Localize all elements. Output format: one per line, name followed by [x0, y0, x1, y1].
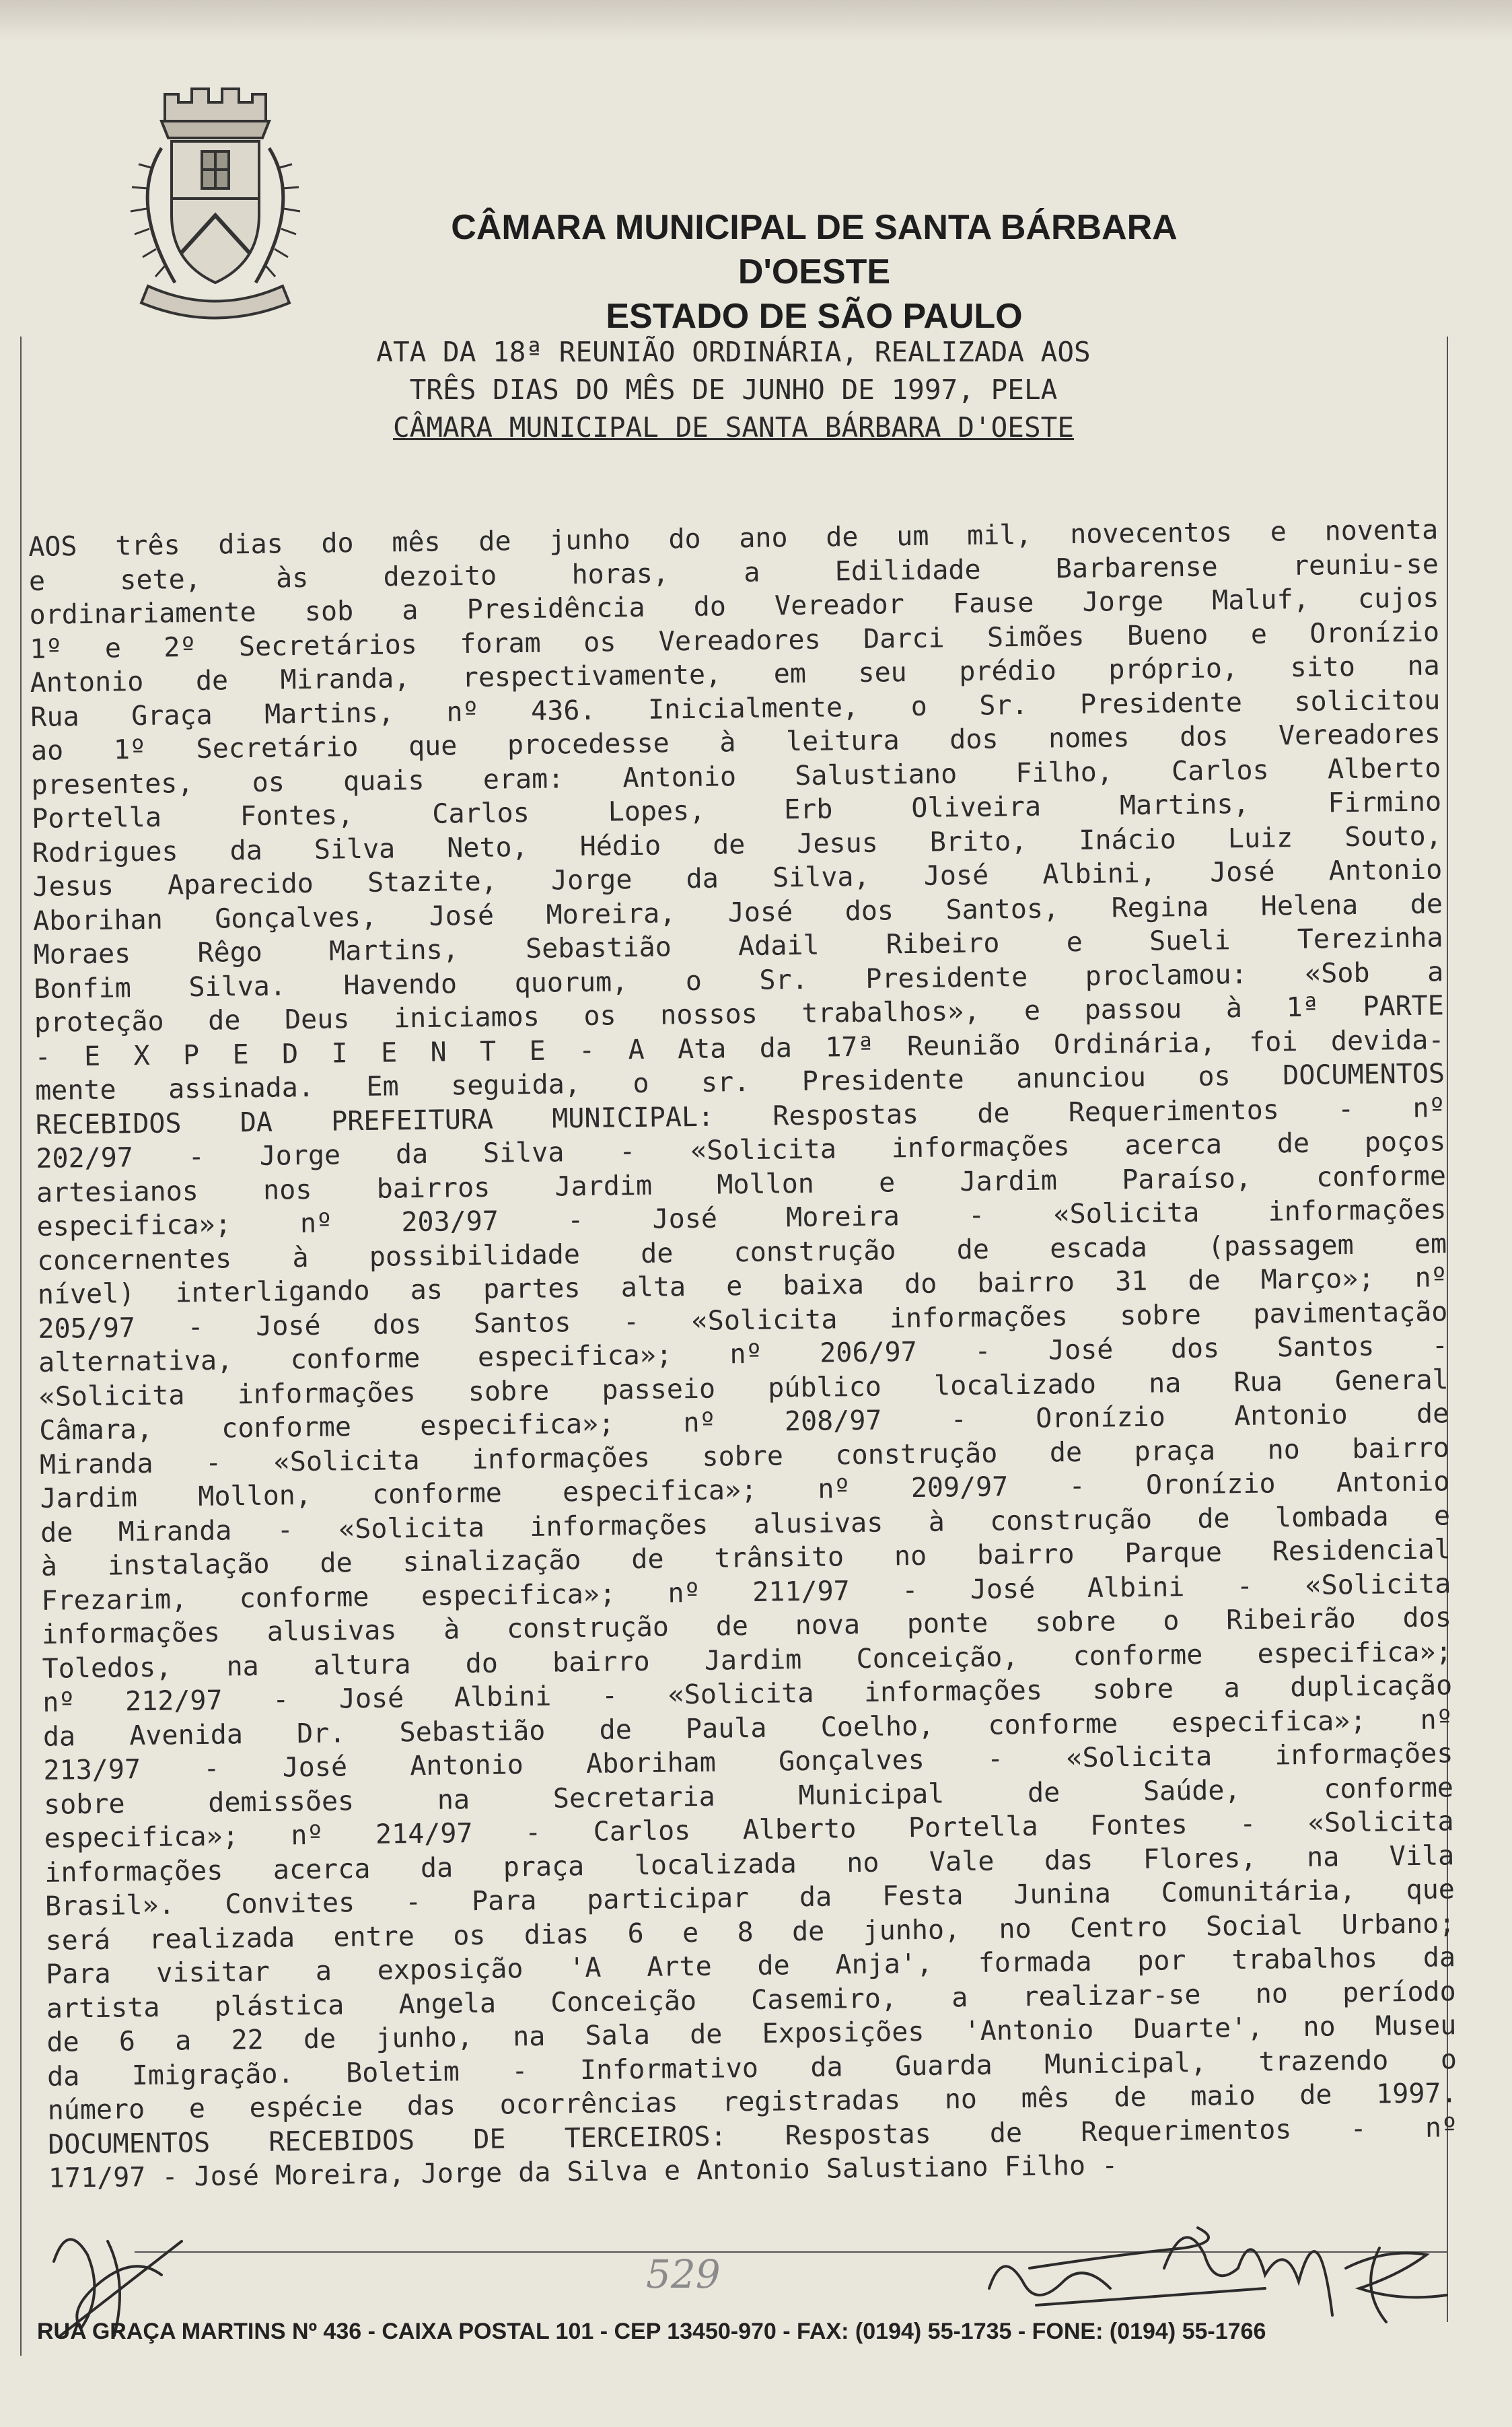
- body-line: de 6 a 22 de junho, na Sala de Exposições 'Antonio Duarte', no Museu: [46, 2010, 1457, 2058]
- body-line: artesianos nos bairros Jardim Mollon e Jardim Paraíso, conforme: [36, 1160, 1447, 1209]
- body-line: AOS três dias do mês de junho do ano de um mil, novecentos e noventa: [28, 514, 1439, 563]
- chamber-name: CÂMARA MUNICIPAL DE SANTA BÁRBARA D'OESTE: [451, 208, 1178, 291]
- body-line: da Imigração. Boletim - Informativo da Guarda Municipal, trazendo o: [46, 2043, 1457, 2092]
- body-line: e sete, às dezoito horas, a Edilidade Barbarense reuniu-se: [28, 548, 1439, 597]
- body-line: da Avenida Dr. Sebastião de Paula Coelho, conforme especifica»; nº: [42, 1703, 1453, 1753]
- scan-top-edge: [0, 0, 1512, 40]
- body-line: especifica»; nº 214/97 - Carlos Alberto Portella Fontes - «Solicita: [44, 1806, 1454, 1854]
- body-line: Bonfim Silva. Havendo quorum, o Sr. Presidente proclamou: «Sob a: [34, 956, 1444, 1005]
- body-line: 171/97 - José Moreira, Jorge da Silva e Antonio Salustiano Filho -: [48, 2150, 1118, 2194]
- body-line: será realizada entre os dias 6 e 8 de junho, no Centro Social Urbano;: [45, 1907, 1455, 1957]
- body-line: Para visitar a exposição 'A Arte de Anja', formada por trabalhos da: [45, 1942, 1456, 1990]
- signature-right-icon: [982, 2187, 1453, 2335]
- body-line: Antonio de Miranda, respectivamente, em seu prédio próprio, sito na: [30, 650, 1440, 699]
- body-line: Rodrigues da Silva Neto, Hédio de Jesus Brito, Inácio Luiz Souto,: [32, 820, 1442, 869]
- page-number: 529: [646, 2251, 721, 2297]
- body-line: número e espécie das ocorrências registradas no mês de maio de 1997.: [47, 2078, 1457, 2126]
- body-line: 1º e 2º Secretários foram os Vereadores Darci Simões Bueno e Oronízio: [29, 616, 1440, 665]
- body-line: Rua Graça Martins, nº 436. Inicialmente, o Sr. Presidente solicitou: [30, 684, 1441, 733]
- body-line: Miranda - «Solicita informações sobre construção de praça no bairro: [39, 1432, 1450, 1481]
- body-line: Jesus Aparecido Stazite, Jorge da Silva, José Albini, José Antonio: [32, 854, 1443, 903]
- body-line: nível) interligando as partes alta e baixa do bairro 31 de Março»; nº: [37, 1262, 1448, 1310]
- body-line: DOCUMENTOS RECEBIDOS DE TERCEIROS: Respostas de Requerimentos - nº: [48, 2111, 1458, 2160]
- body-line: à instalação de sinalização de trânsito no bairro Parque Residencial: [40, 1534, 1451, 1582]
- minutes-body: [28, 513, 1458, 2195]
- body-line: Moraes Rêgo Martins, Sebastião Adail Ribeiro e Sueli Terezinha: [33, 922, 1443, 971]
- title-line-2: TRÊS DIAS DO MÊS DE JUNHO DE 1997, PELA: [409, 374, 1058, 406]
- coat-of-arms-icon: [101, 81, 330, 337]
- body-line: de Miranda - «Solicita informações alusivas à construção de lombada e: [40, 1500, 1451, 1549]
- body-line: informações alusivas à construção de nova ponte sobre o Ribeirão dos: [41, 1602, 1452, 1650]
- letterhead: [377, 205, 1252, 339]
- body-line: artista plástica Angela Conceição Casemiro, a realizar-se no período: [46, 1975, 1456, 2025]
- body-line: sobre demissões na Secretaria Municipal de Saúde, conforme: [43, 1771, 1454, 1821]
- body-line: concernentes à possibilidade de construção de escada (passagem em: [36, 1228, 1447, 1277]
- body-line: mente assinada. Em seguida, o sr. Presidente anunciou os DOCUMENTOS: [34, 1058, 1445, 1106]
- body-line: proteção de Deus iniciamos os nossos trabalhos», e passou à 1ª PARTE: [34, 990, 1445, 1039]
- title-line-3: CÂMARA MUNICIPAL DE SANTA BÁRBARA D'OESTE: [392, 411, 1075, 444]
- footer-address: RUA GRAÇA MARTINS Nº 436 - CAIXA POSTAL 101 - CEP 13450-970 - FAX: (0194) 55-1735 - FONE: (0194) 55-1766: [37, 2319, 1266, 2344]
- left-margin-rule: [20, 337, 22, 2356]
- body-line: informações acerca da praça localizada no Vale das Flores, na Vila: [44, 1839, 1455, 1889]
- body-line: Aborihan Gonçalves, José Moreira, José dos Santos, Regina Helena de: [32, 888, 1443, 937]
- body-line: «Solicita informações sobre passeio público localizado na Rua General: [38, 1364, 1449, 1413]
- body-line: Frezarim, conforme especifica»; nº 211/97 - José Albini - «Solicita: [41, 1568, 1451, 1617]
- body-line: 213/97 - José Antonio Aboriham Gonçalves - «Solicita informações: [43, 1738, 1453, 1786]
- body-line: Jardim Mollon, conforme especifica»; nº 209/97 - Oronízio Antonio: [40, 1466, 1450, 1514]
- body-line: Toledos, na altura do bairro Jardim Conceição, conforme especifica»;: [42, 1635, 1452, 1685]
- state-name: ESTADO DE SÃO PAULO: [606, 297, 1023, 336]
- body-line: ao 1º Secretário que procedesse à leitura dos nomes dos Vereadores: [30, 718, 1441, 767]
- title-line-1: ATA DA 18ª REUNIÃO ORDINÁRIA, REALIZADA AOS: [376, 336, 1091, 368]
- body-line: alternativa, conforme especifica»; nº 206/97 - José dos Santos -: [38, 1330, 1449, 1378]
- body-line: Câmara, conforme especifica»; nº 208/97 - Oronízio Antonio de: [39, 1398, 1449, 1446]
- minutes-title: [286, 333, 1181, 446]
- body-line: Brasil». Convites - Para participar da Festa Junina Comunitária, que: [44, 1874, 1455, 1922]
- body-line: Portella Fontes, Carlos Lopes, Erb Oliveira Martins, Firmino: [31, 786, 1442, 835]
- body-line: 205/97 - José dos Santos - «Solicita informações sobre pavimentação: [38, 1296, 1448, 1345]
- body-line: especifica»; nº 203/97 - José Moreira - «Solicita informações: [36, 1194, 1447, 1242]
- body-line: ordinariamente sob a Presidência do Vereador Fause Jorge Maluf, cujos: [29, 582, 1439, 631]
- body-line: 202/97 - Jorge da Silva - «Solicita informações acerca de poços: [36, 1126, 1446, 1174]
- body-line: presentes, os quais eram: Antonio Salustiano Filho, Carlos Alberto: [31, 752, 1441, 801]
- body-line: nº 212/97 - José Albini - «Solicita informações sobre a duplicação: [42, 1670, 1453, 1718]
- body-line: RECEBIDOS DA PREFEITURA MUNICIPAL: Respostas de Requerimentos - nº: [35, 1092, 1445, 1141]
- body-line: - E X P E D I E N T E - A Ata da 17ª Reunião Ordinária, foi devida-: [34, 1024, 1445, 1073]
